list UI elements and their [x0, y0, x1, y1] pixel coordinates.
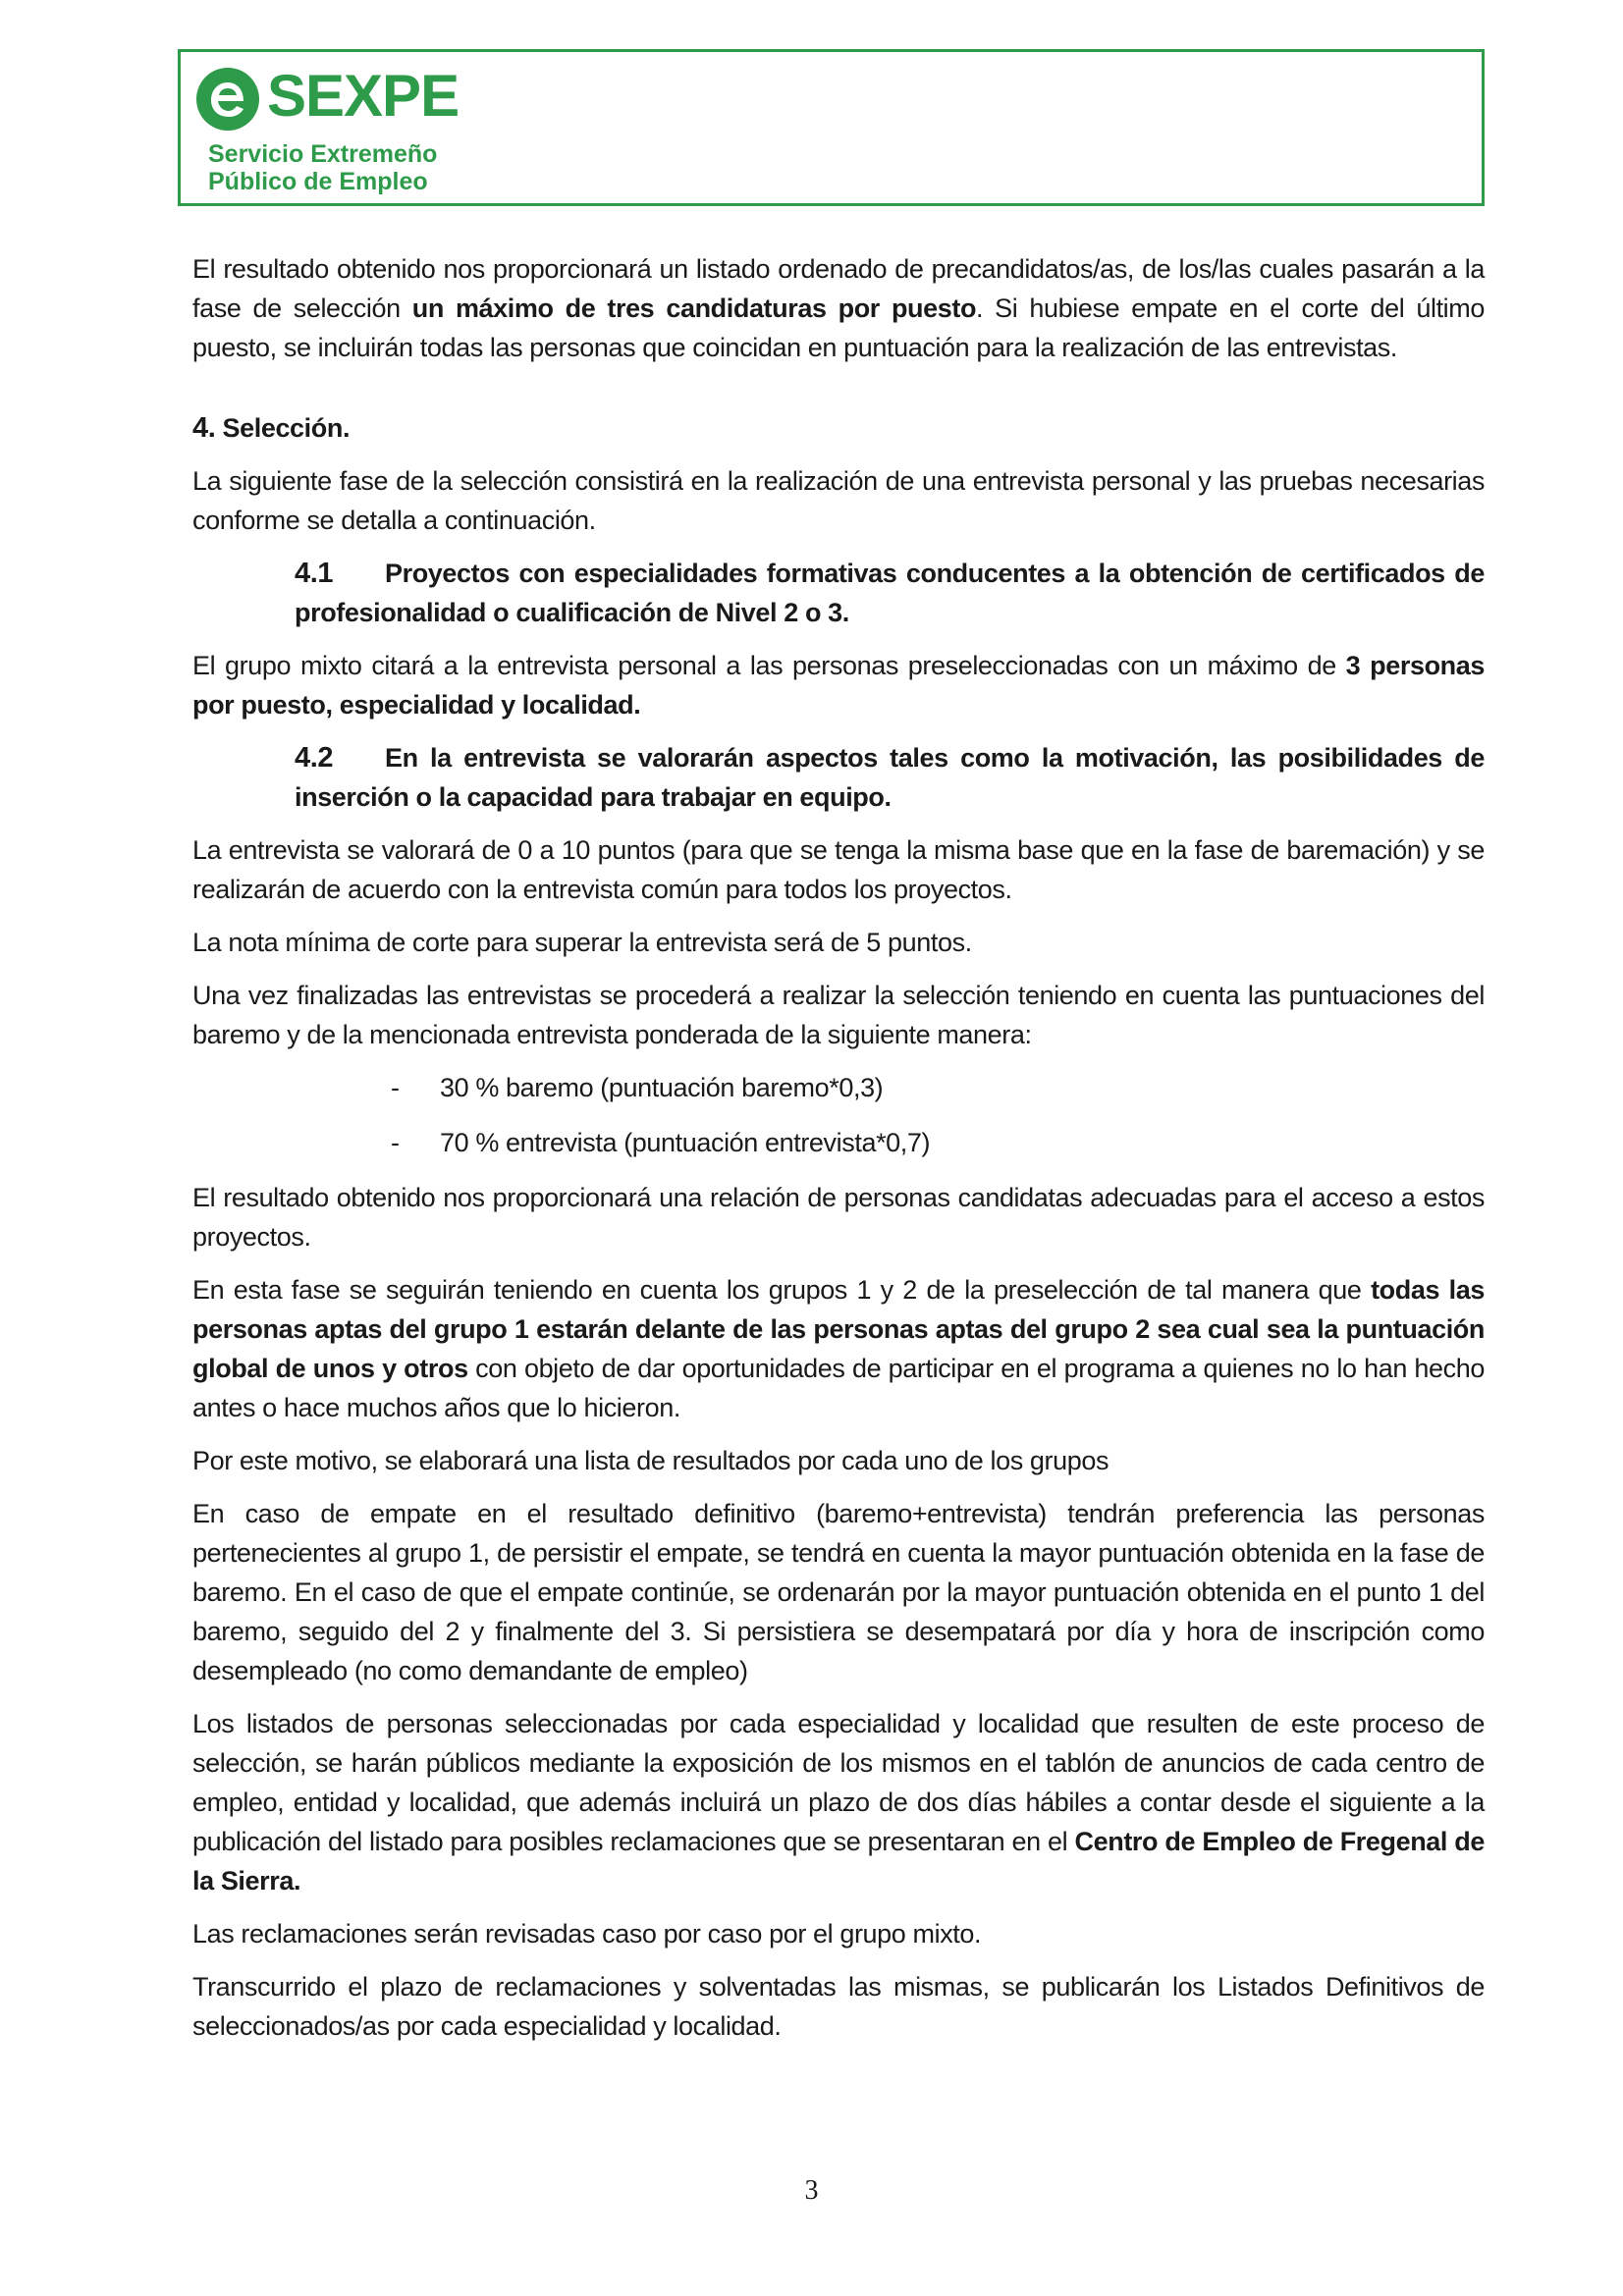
- subsection-title: En la entrevista se valorarán aspectos tales como la motivación, las posibilidades de inserción o la capacidad para trabajar en equipo.: [295, 743, 1485, 812]
- subsection-number: 4.2: [295, 742, 334, 774]
- listings-paragraph: Los listados de personas seleccionadas por cada especialidad y localidad que resulten de este proceso de selección, se harán públicos mediante la exposición de los mismos en el tablón de anuncios de cada centro de empleo, entidad y localidad, que además incluirá un plazo de dos días hábiles a contar desde el siguiente a la publicación del listado para posibles reclamaciones que se presentaran en el Centro de Empleo de Fregenal de la Sierra.: [192, 1709, 1485, 1896]
- section-number: 4.: [192, 412, 216, 444]
- section-heading: [192, 408, 1485, 448]
- groups-paragraph: En esta fase se seguirán teniendo en cuenta los grupos 1 y 2 de la preselección de tal manera que todas las personas aptas del grupo 1 estarán delante de las personas aptas del grupo 2 sea cual sea la puntuación global de unos y otros con objeto de dar oportunidades de participar en el programa a quienes no lo han hecho antes o hace muchos años que lo hicieron.: [192, 1275, 1485, 1422]
- sexpe-logo: [194, 63, 489, 195]
- header-logo-box: [178, 49, 1485, 206]
- selection-paragraph: La siguiente fase de la selección consistirá en la realización de una entrevista personal y las pruebas necesarias conforme se detalla a continuación.: [192, 466, 1485, 535]
- e-circle-logo-icon: [194, 66, 261, 133]
- page-number: 3: [804, 2175, 819, 2206]
- logo-tagline-1: Servicio Extremeño: [208, 140, 438, 168]
- final-paragraph: Transcurrido el plazo de reclamaciones y solventadas las mismas, se publicarán los Listados Definitivos de seleccionados/as por cada especialidad y localidad.: [192, 1972, 1485, 2041]
- claims-paragraph: Las reclamaciones serán revisadas caso por caso por el grupo mixto.: [192, 1919, 982, 1949]
- document-body: [192, 249, 1485, 2059]
- subsection-heading: [192, 738, 1485, 817]
- logo-tagline-2: Público de Empleo: [208, 168, 428, 195]
- list-item: - 70 % entrevista (puntuación entrevista*0,7): [391, 1128, 931, 1157]
- intro-paragraph: El resultado obtenido nos proporcionará un listado ordenado de precandidatos/as, de los/las cuales pasarán a la fase de selección un máximo de tres candidaturas por puesto. Si hubiese empate en el corte del último puesto, se incluirán todas las personas que coincidan en puntuación para la realización de las entrevistas.: [192, 254, 1485, 362]
- section-title: Selección.: [222, 413, 351, 443]
- logo-name: SEXPE: [267, 63, 460, 129]
- reason-paragraph: Por este motivo, se elaborará una lista de resultados por cada uno de los grupos: [192, 1446, 1109, 1475]
- minimum-score-paragraph: La nota mínima de corte para superar la entrevista será de 5 puntos.: [192, 928, 972, 957]
- result-paragraph: El resultado obtenido nos proporcionará una relación de personas candidatas adecuadas para el acceso a estos proyectos.: [192, 1183, 1485, 1252]
- mixed-group-paragraph: El grupo mixto citará a la entrevista personal a las personas preseleccionadas con un máximo de 3 personas por puesto, especialidad y localidad.: [192, 651, 1485, 720]
- weighting-list: [192, 1068, 1485, 1162]
- weighting-paragraph: Una vez finalizadas las entrevistas se procederá a realizar la selección teniendo en cuenta las puntuaciones del baremo y de la mencionada entrevista ponderada de la siguiente manera:: [192, 981, 1485, 1049]
- subsection-heading: [192, 554, 1485, 632]
- interview-score-paragraph: La entrevista se valorará de 0 a 10 puntos (para que se tenga la misma base que en la fase de baremación) y se realizarán de acuerdo con la entrevista común para todos los proyectos.: [192, 835, 1485, 904]
- subsection-title: Proyectos con especialidades formativas conducentes a la obtención de certificados de profesionalidad o cualificación de Nivel 2 o 3.: [295, 559, 1485, 627]
- tie-paragraph: En caso de empate en el resultado definitivo (baremo+entrevista) tendrán preferencia las personas pertenecientes al grupo 1, de persistir el empate, se tendrá en cuenta la mayor puntuación obtenida en la fase de baremo. En el caso de que el empate continúe, se ordenarán por la mayor puntuación obtenida en el punto 1 del baremo, seguido del 2 y finalmente del 3. Si persistiera se desempatará por día y hora de inscripción como desempleado (no como demandante de empleo): [192, 1499, 1485, 1685]
- subsection-number: 4.1: [295, 558, 334, 589]
- list-item: - 30 % baremo (puntuación baremo*0,3): [391, 1073, 884, 1102]
